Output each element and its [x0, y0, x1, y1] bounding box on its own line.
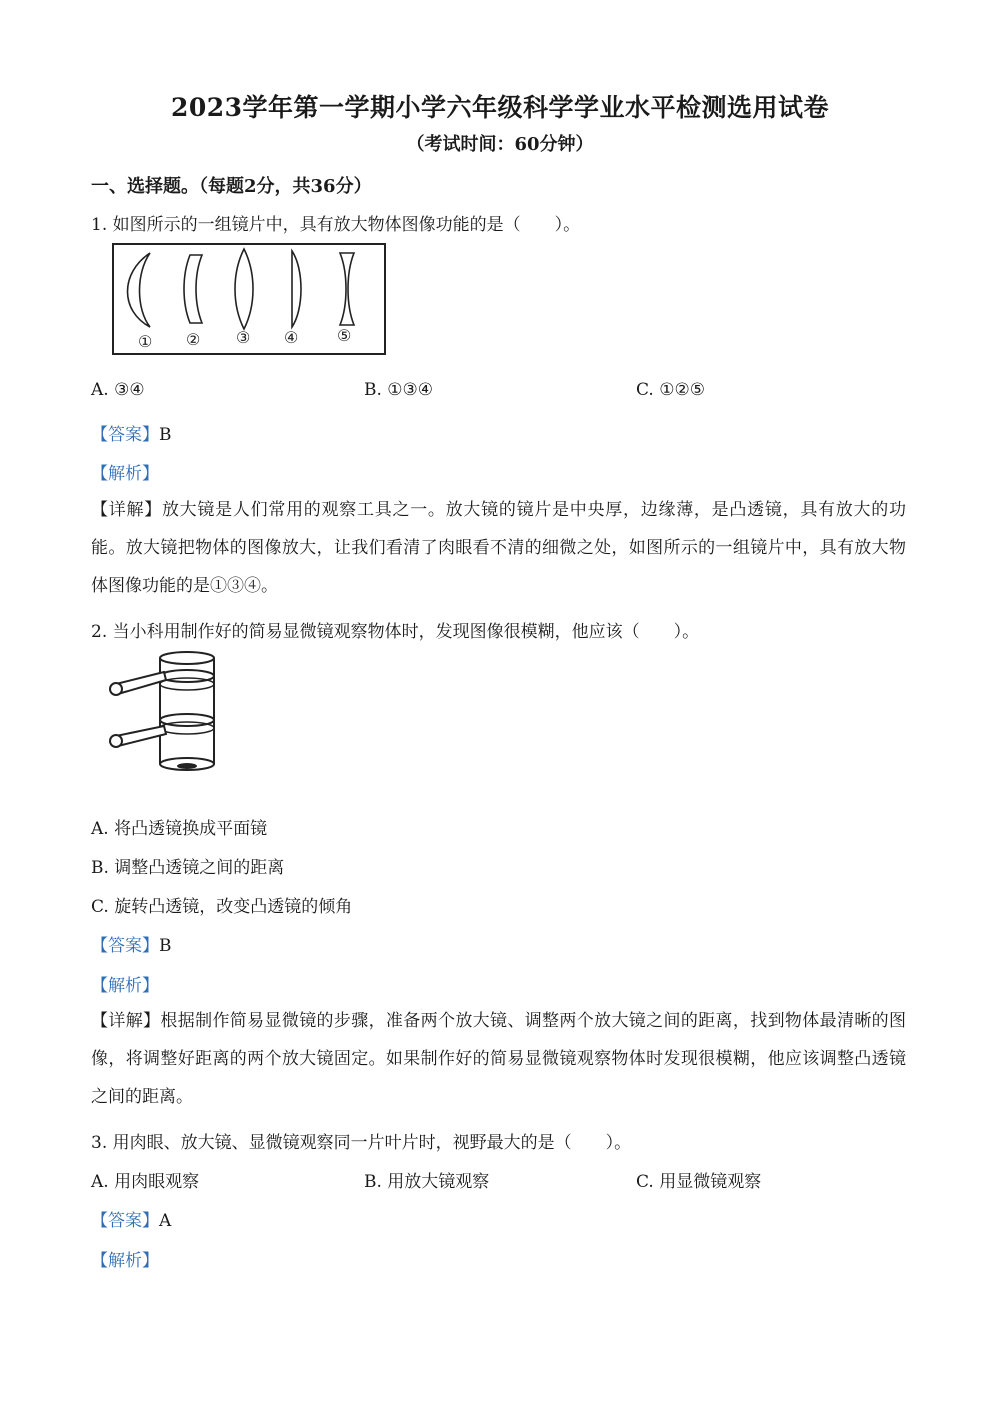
- q1-answer: B: [159, 425, 172, 445]
- upper-handle-end: [110, 683, 122, 695]
- answer-tag: 【答案】: [91, 936, 159, 956]
- lens-3-shape: [235, 249, 253, 329]
- q2-detail: [91, 1002, 906, 1116]
- simple-microscope-figure: [104, 646, 244, 778]
- question-3-stem: 3. 用肉眼、放大镜、显微镜观察同一片叶片时，视野最大的是（ ）。: [91, 1133, 632, 1153]
- lens-2-shape: [184, 255, 202, 323]
- lens-1-shape: [128, 253, 151, 327]
- q2-analysis-tag: 【解析】: [91, 976, 159, 996]
- q1-option-b: B. ①③④: [364, 380, 434, 400]
- q2-answer-line: [91, 931, 172, 956]
- lower-handle-end: [110, 735, 122, 747]
- lens-4-shape: [292, 251, 301, 327]
- tube-base-hole: [177, 763, 197, 769]
- lower-lens-rim: [160, 722, 214, 734]
- q1-option-c: C. ①②⑤: [636, 380, 705, 400]
- lens-label-3: ③: [236, 328, 251, 347]
- exam-duration: （考试时间：60分钟）: [406, 134, 594, 155]
- q3-analysis-tag: 【解析】: [91, 1251, 159, 1271]
- answer-tag: 【答案】: [91, 425, 159, 445]
- detail-tag: 【详解】: [91, 500, 162, 520]
- q3-option-c: C. 用显微镜观察: [636, 1172, 762, 1192]
- q2-option-c: C. 旋转凸透镜，改变凸透镜的倾角: [91, 897, 353, 917]
- lower-handle: [116, 726, 166, 746]
- exam-title: 2023学年第一学期小学六年级科学学业水平检测选用试卷: [170, 93, 830, 122]
- question-1-stem: 1. 如图所示的一组镜片中，具有放大物体图像功能的是（ ）。: [91, 215, 581, 235]
- lens-label-1: ①: [138, 332, 153, 351]
- q2-option-a: A. 将凸透镜换成平面镜: [91, 819, 268, 839]
- q2-detail-text: 根据制作简易显微镜的步骤，准备两个放大镜、调整两个放大镜之间的距离，找到物体最清晰的图像，将调整好距离的两个放大镜固定。如果制作好的简易显微镜观察物体时发现很模糊，他应该调整凸透镜之间的距离。: [91, 1011, 907, 1107]
- q2-answer: B: [159, 936, 172, 956]
- q1-detail: [91, 491, 906, 605]
- lens-label-2: ②: [186, 330, 201, 349]
- question-2-stem: 2. 当小科用制作好的简易显微镜观察物体时，发现图像很模糊，他应该（ ）。: [91, 622, 700, 642]
- section-heading: 一、选择题。（每题2分，共36分）: [91, 176, 372, 197]
- upper-handle: [116, 672, 166, 694]
- lens-label-4: ④: [284, 328, 299, 347]
- q1-detail-text: 放大镜是人们常用的观察工具之一。放大镜的镜片是中央厚，边缘薄，是凸透镜，具有放大的功能。放大镜把物体的图像放大，让我们看清了肉眼看不清的细微之处，如图所示的一组镜片中，具有放大物体图像功能的是①③④。: [91, 500, 907, 596]
- answer-tag: 【答案】: [91, 1211, 159, 1231]
- upper-lens-rim: [160, 678, 214, 690]
- q1-option-a: A. ③④: [91, 380, 145, 400]
- q1-answer-line: [91, 420, 172, 445]
- tube-top: [160, 652, 214, 664]
- lens-label-5: ⑤: [337, 326, 352, 345]
- q3-option-b: B. 用放大镜观察: [364, 1172, 490, 1192]
- q3-answer: A: [159, 1211, 172, 1231]
- q3-option-a: A. 用肉眼观察: [91, 1172, 200, 1192]
- q3-answer-line: [91, 1206, 171, 1231]
- q1-analysis-tag: 【解析】: [91, 464, 159, 484]
- lens-set-figure: [112, 243, 388, 357]
- q2-option-b: B. 调整凸透镜之间的距离: [91, 858, 285, 878]
- lens-5-shape: [340, 253, 354, 325]
- detail-tag: 【详解】: [91, 1011, 161, 1031]
